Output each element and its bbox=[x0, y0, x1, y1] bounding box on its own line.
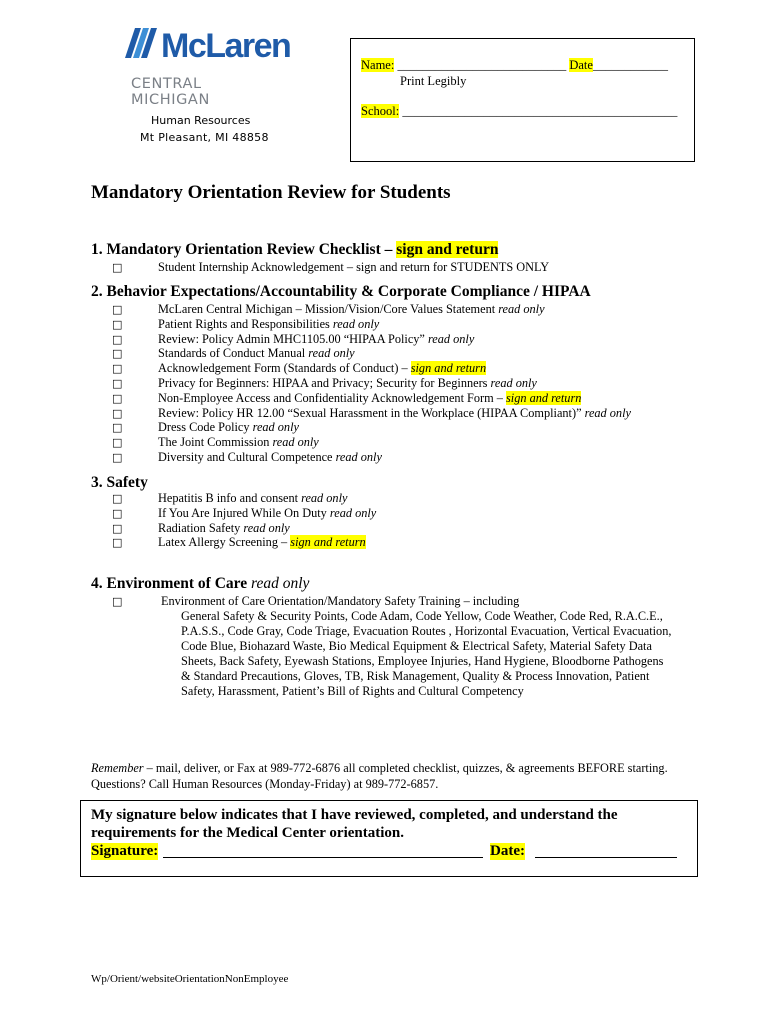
checkbox-icon[interactable]: □ bbox=[112, 521, 123, 535]
signature-field[interactable] bbox=[163, 857, 483, 858]
item-label: Diversity and Cultural Competence bbox=[158, 449, 336, 464]
item-label: Radiation Safety bbox=[158, 520, 244, 535]
item-label: Dress Code Policy bbox=[158, 420, 253, 435]
signature-statement: My signature below indicates that I have reviewed, completed, and understand the requirements for the Medical Center orientation. bbox=[91, 807, 618, 841]
env-line: P.A.S.S., Code Gray, Code Triage, Evacuation Routes , Horizontal Evacuation, Vertical Evacuation, bbox=[181, 624, 672, 638]
signature-date-label: Date: bbox=[490, 843, 525, 859]
date-field[interactable]: ____________ bbox=[592, 58, 668, 72]
item-text bbox=[158, 302, 545, 317]
environment-of-care-text bbox=[161, 594, 701, 699]
checkbox-icon[interactable]: □ bbox=[112, 536, 123, 550]
item-label: Patient Rights and Responsibilities bbox=[158, 316, 333, 331]
remember-lead: Remember bbox=[91, 761, 144, 775]
checkbox-icon[interactable]: □ bbox=[112, 317, 123, 331]
checkbox-icon[interactable]: □ bbox=[112, 303, 123, 316]
read-only-note: read only bbox=[498, 302, 545, 316]
remember-line-2: Questions? Call Human Resources (Monday-Friday) at 989-772-6857. bbox=[91, 777, 439, 791]
department-name: Human Resources bbox=[151, 114, 251, 127]
read-only-note: read only bbox=[490, 375, 537, 390]
date-label: Date bbox=[569, 58, 593, 72]
checkbox-icon[interactable]: □ bbox=[112, 332, 123, 346]
item-text bbox=[158, 521, 290, 536]
student-info-box bbox=[350, 38, 695, 162]
env-line: & Standard Precautions, Gloves, TB, Risk Management, Quality & Process Innovation, Patient bbox=[181, 669, 650, 683]
item-text bbox=[158, 361, 486, 376]
item-label: The Joint Commission bbox=[158, 435, 273, 450]
logo-wordmark: McLaren bbox=[161, 27, 291, 65]
item-label: Privacy for Beginners: HIPAA and Privacy; Security for Beginners bbox=[158, 375, 491, 390]
section-2-heading: 2. Behavior Expectations/Accountability & Corporate Compliance / HIPAA bbox=[91, 283, 591, 300]
item-text bbox=[158, 450, 382, 465]
read-only-note: read only bbox=[308, 346, 355, 361]
section-4-heading bbox=[91, 575, 309, 593]
checkbox-icon[interactable]: □ bbox=[112, 421, 123, 435]
school-line bbox=[361, 104, 677, 119]
checkbox-icon[interactable]: □ bbox=[112, 362, 123, 376]
checkbox-icon[interactable]: □ bbox=[112, 450, 123, 464]
item-label: Hepatitis B info and consent bbox=[158, 491, 302, 505]
env-line: Code Blue, Biohazard Waste, Bio Medical Equipment & Electrical Safety, Material Safety Data bbox=[181, 639, 652, 653]
item-text: Student Internship Acknowledgement – sign and return for STUDENTS ONLY bbox=[158, 260, 550, 274]
school-label: School: bbox=[361, 104, 400, 118]
logo-mark-icon bbox=[123, 24, 159, 62]
item-label: McLaren Central Michigan – Mission/Vision/Core Values Statement bbox=[158, 302, 499, 316]
name-field[interactable]: ___________________________ bbox=[394, 58, 570, 72]
section-3-heading: 3. Safety bbox=[91, 474, 148, 491]
read-only-note: read only bbox=[243, 520, 290, 535]
print-legibly-note: Print Legibly bbox=[400, 74, 467, 88]
item-text bbox=[158, 391, 581, 406]
section-1-highlight: sign and return bbox=[396, 241, 499, 258]
department-address: Mt Pleasant, MI 48858 bbox=[140, 131, 269, 144]
item-label: Latex Allergy Screening – bbox=[158, 535, 291, 550]
document-title: Mandatory Orientation Review for Students bbox=[91, 182, 451, 203]
read-only-note: read only bbox=[427, 331, 475, 346]
read-only-note: read only bbox=[335, 449, 382, 464]
env-line: Sheets, Back Safety, Eyewash Stations, Employee Injuries, Hand Hygiene, Bloodborne Pathogens bbox=[181, 654, 664, 668]
item-label: Standards of Conduct Manual bbox=[158, 346, 309, 361]
read-only-note: read only bbox=[301, 491, 348, 505]
checkbox-icon[interactable]: □ bbox=[112, 376, 123, 390]
sign-and-return-note: sign and return bbox=[290, 535, 366, 550]
checkbox-icon[interactable]: □ bbox=[112, 492, 123, 505]
mclaren-logo bbox=[123, 24, 291, 108]
checkbox-icon[interactable]: □ bbox=[112, 406, 123, 420]
read-only-note: read only bbox=[252, 420, 299, 435]
read-only-note: read only bbox=[584, 405, 631, 420]
item-label: Review: Policy Admin MHC1105.00 “HIPAA Policy” bbox=[158, 331, 428, 346]
item-label: Review: Policy HR 12.00 “Sexual Harassment in the Workplace (HIPAA Compliant)” bbox=[158, 405, 585, 420]
section-1-heading-text: 1. Mandatory Orientation Review Checklist – bbox=[91, 241, 397, 258]
env-line: Environment of Care Orientation/Mandatory Safety Training – including bbox=[161, 594, 520, 608]
remember-line-1: – mail, deliver, or Fax at 989-772-6876 all completed checklist, quizzes, & agreements BEFORE starting. bbox=[143, 761, 668, 775]
read-only-note: read only bbox=[272, 435, 319, 450]
item-text bbox=[158, 535, 366, 550]
section-4-note: read only bbox=[251, 575, 310, 592]
signature-label: Signature: bbox=[91, 843, 159, 859]
checkbox-icon[interactable]: □ bbox=[112, 595, 123, 608]
section-1-heading bbox=[91, 241, 498, 259]
checkbox-icon[interactable]: □ bbox=[112, 391, 123, 405]
item-label: Non-Employee Access and Confidentiality Acknowledgement Form – bbox=[158, 390, 506, 405]
read-only-note: read only bbox=[332, 316, 380, 331]
checkbox-icon[interactable]: □ bbox=[112, 261, 123, 274]
section-4-heading-text: 4. Environment of Care bbox=[91, 575, 252, 592]
item-text bbox=[158, 420, 299, 435]
item-text bbox=[158, 506, 376, 521]
item-text bbox=[158, 332, 474, 347]
footer-path: Wp/Orient/websiteOrientationNonEmployee bbox=[91, 973, 289, 985]
name-date-line bbox=[361, 58, 668, 73]
item-text bbox=[158, 317, 379, 332]
item-label: Acknowledgement Form (Standards of Conduct) – bbox=[158, 361, 411, 376]
signature-date-field[interactable] bbox=[535, 857, 677, 858]
item-text bbox=[158, 346, 355, 361]
item-text bbox=[158, 406, 631, 421]
env-line: General Safety & Security Points, Code Adam, Code Yellow, Code Weather, Code Red, R.A.C.E., bbox=[181, 609, 663, 623]
item-text bbox=[158, 435, 319, 450]
sign-and-return-note: sign and return bbox=[506, 390, 582, 405]
school-field[interactable]: ____________________________________________ bbox=[399, 104, 678, 118]
checkbox-icon[interactable]: □ bbox=[112, 347, 123, 361]
checkbox-icon[interactable]: □ bbox=[112, 436, 123, 450]
name-label: Name: bbox=[361, 58, 395, 72]
item-text bbox=[158, 491, 347, 506]
logo-subtext: CENTRAL MICHIGAN bbox=[131, 76, 210, 108]
item-label: If You Are Injured While On Duty bbox=[158, 505, 330, 520]
remember-note bbox=[91, 760, 668, 792]
checkbox-icon[interactable]: □ bbox=[112, 506, 123, 520]
env-line: Safety, Harassment, Patient’s Bill of Rights and Cultural Competency bbox=[181, 684, 524, 698]
sign-and-return-note: sign and return bbox=[410, 361, 487, 376]
read-only-note: read only bbox=[329, 505, 377, 520]
item-text bbox=[158, 376, 537, 391]
